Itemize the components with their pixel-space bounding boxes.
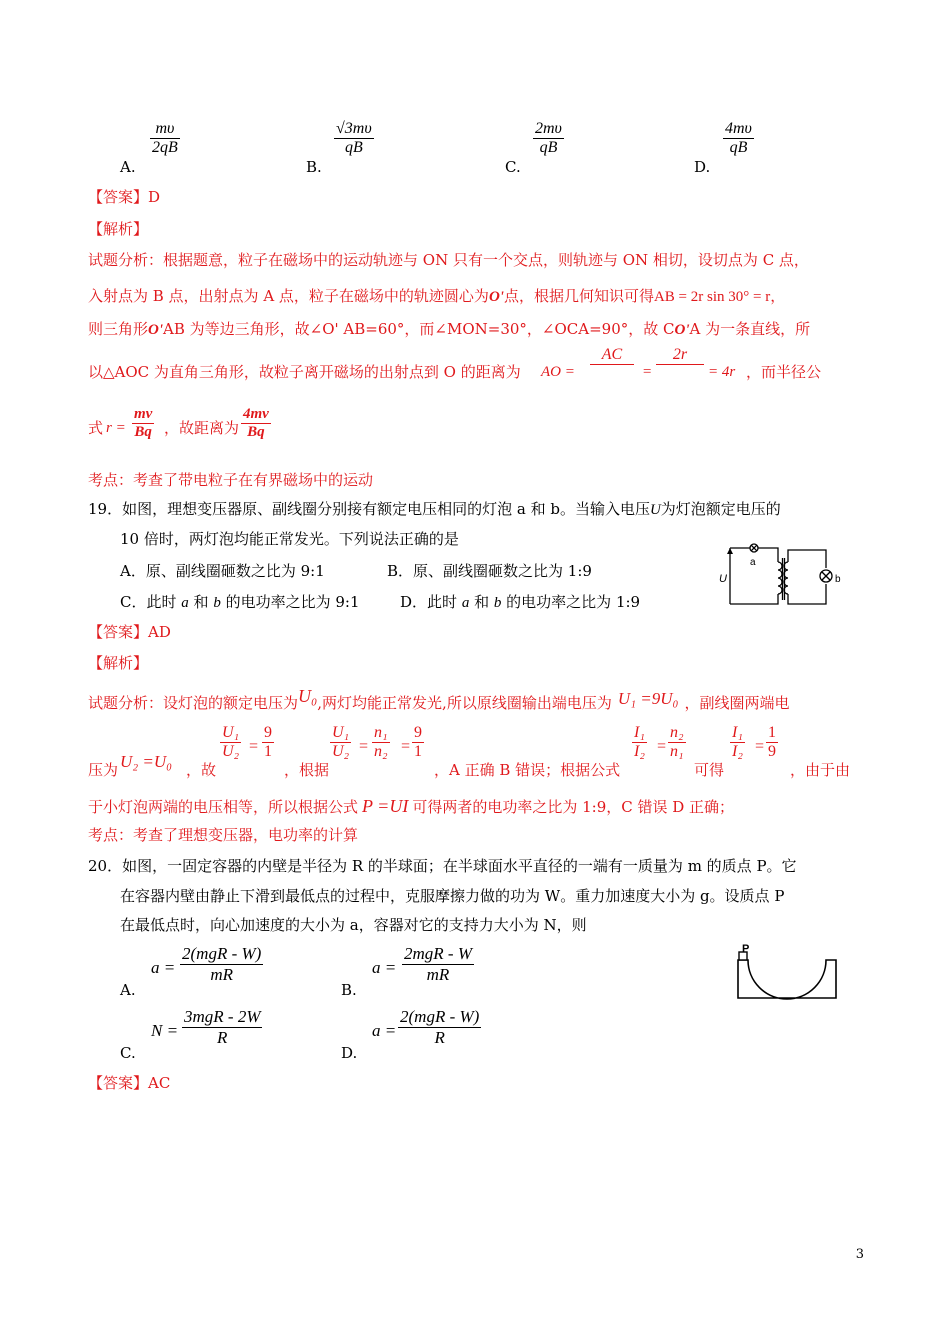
text-segment: 19．如图，理想变压器原、副线圈分别接有额定电压相同的灯泡 a 和 b。当输入电压 xyxy=(88,500,650,518)
fraction-denominator: n₂ xyxy=(374,743,388,760)
fraction-denominator: R xyxy=(398,1027,481,1048)
q18-ao-result: = 4r xyxy=(708,364,736,380)
page-number: 3 xyxy=(855,1247,864,1262)
fraction-numerator: n₁ xyxy=(374,724,388,741)
eq-sign: = xyxy=(656,738,667,755)
q18-analysis-tag: 【解析】 xyxy=(88,220,149,238)
text-segment: 为灯泡额定电压的 xyxy=(660,500,781,518)
math-o-prime: O' xyxy=(488,289,504,305)
q18-radius-fraction xyxy=(132,406,154,441)
q18-option-c-fraction xyxy=(533,120,564,157)
fraction-denominator: qB xyxy=(334,138,374,157)
q18-r-lhs: r = xyxy=(106,420,126,436)
q20-option-c-lhs: N = xyxy=(151,1021,179,1040)
q20-option-c-fraction xyxy=(182,1007,262,1048)
q19-turns-ratio-fraction xyxy=(372,724,390,761)
q20-stem-line-1: 20．如图，一固定容器的内壁是半径为 R 的半球面；在半球面水平直径的一端有一质量为 m 的质点 P。它 xyxy=(88,857,797,875)
q18-analysis-line-2 xyxy=(88,286,785,307)
fraction-denominator: qB xyxy=(723,138,754,157)
q19-option-b: B．原、副线圈砸数之比为 1:9 xyxy=(387,562,592,580)
text-segment: 于小灯泡两端的电压相等，所以根据公式 xyxy=(88,798,359,816)
label-a: a xyxy=(750,557,756,568)
math-u0: U₀ xyxy=(298,686,318,706)
math-b: b xyxy=(213,595,221,611)
q19-analysis-tag: 【解析】 xyxy=(88,654,149,672)
q19-turns-inverse-fraction xyxy=(668,724,686,761)
fraction-numerator: 4mυ xyxy=(725,120,752,137)
q18-analysis-line-5-mid: ，故距离为 xyxy=(164,419,240,437)
q20-option-a-label: A. xyxy=(120,981,136,999)
fraction-numerator: n₂ xyxy=(670,724,684,741)
fraction-denominator: mR xyxy=(180,964,263,985)
fraction-numerator: 2mgR - W xyxy=(404,944,472,963)
fraction-numerator: 4mv xyxy=(243,406,269,422)
q19-stem-line-1 xyxy=(88,499,781,520)
fraction-numerator: U₁ xyxy=(332,724,350,741)
fraction-numerator: 9 xyxy=(414,724,422,741)
math-o-prime: O' xyxy=(148,322,164,338)
q19-u2-equation: U₂ =U₀ xyxy=(120,752,173,771)
q19-option-d xyxy=(400,592,640,613)
fraction-denominator: qB xyxy=(533,138,564,157)
q18-ao-lhs: AO = xyxy=(541,364,575,380)
q19-kaodian: 考点：考查了理想变压器，电功率的计算 xyxy=(88,826,359,844)
math-power-formula: P =UI xyxy=(362,796,409,816)
text-segment: C．此时 xyxy=(120,593,177,611)
label-p: P xyxy=(742,943,750,955)
fraction-denominator: n₁ xyxy=(670,743,684,760)
fraction-numerator: 9 xyxy=(264,724,272,741)
fraction-numerator: 3mgR - 2W xyxy=(184,1007,261,1026)
q19-analysis-line-2-start: 压为 xyxy=(88,761,119,779)
q18-option-a-label: A. xyxy=(120,158,136,176)
text-segment: ， xyxy=(770,287,786,305)
q18-answer-tag: 【答案】D xyxy=(88,188,161,206)
q19-ratio-9-1-b xyxy=(412,724,424,761)
q20-option-d-label: D. xyxy=(341,1044,358,1062)
q18-option-b-fraction xyxy=(334,120,374,157)
fraction-numerator: mv xyxy=(134,406,153,422)
q19-current-ratio-fraction-2 xyxy=(730,724,745,761)
q19-u-ratio-fraction-2 xyxy=(330,724,351,761)
text-segment: 点，根据几何知识可得 xyxy=(503,287,654,305)
q20-option-d-fraction xyxy=(398,1007,481,1048)
math-u: U xyxy=(649,502,661,518)
math-a: a xyxy=(181,595,189,611)
q20-option-d-lhs: a = xyxy=(372,1021,397,1040)
fraction-denominator: U₂ xyxy=(332,743,350,760)
q20-stem-line-2: 在容器内壁由静止下滑到最低点的过程中，克服摩擦力做的功为 W。重力加速度大小为 g。设质点 P xyxy=(120,887,785,905)
fraction-denominator: 1 xyxy=(264,743,272,760)
q19-answer-tag: 【答案】AD xyxy=(88,623,171,641)
q18-kaodian: 考点：考查了带电粒子在有界磁场中的运动 xyxy=(88,471,374,489)
text-segment: ,两灯均能正常发光,所以原线圈输出端电压为 xyxy=(317,694,612,712)
fraction-numerator: √3mυ xyxy=(336,120,372,137)
fraction-denominator: Bq xyxy=(132,423,154,441)
fraction-numerator: 2r xyxy=(672,346,688,363)
q19-ratio-9-1 xyxy=(262,724,274,761)
fraction-denominator: 1 xyxy=(414,743,422,760)
eq-sign: = xyxy=(248,738,259,755)
q18-analysis-line-1: 试题分析：根据题意，粒子在磁场中的运动轨迹与 ON 只有一个交点，则轨迹与 ON 相切，设切点为 C 点， xyxy=(88,251,809,269)
q18-analysis-line-3 xyxy=(88,319,810,340)
fraction-denominator: mR xyxy=(402,964,474,985)
q18-option-c-label: C. xyxy=(505,158,521,176)
hemisphere-container-figure xyxy=(722,940,856,1008)
text-segment: ，副线圈两端电 xyxy=(684,694,790,712)
q19-analysis-line-3 xyxy=(88,796,734,817)
q19-option-c xyxy=(120,592,360,613)
fraction-denominator: I₂ xyxy=(732,743,743,760)
math-b: b xyxy=(493,595,502,611)
q19-voltage-ratio-fraction xyxy=(220,724,241,761)
fraction-denominator: I₂ xyxy=(634,743,645,760)
fraction-numerator: I₁ xyxy=(732,724,743,741)
q18-analysis-line-5-start: 式 xyxy=(88,419,104,437)
q19-text-gu: ，故 xyxy=(186,761,217,779)
q18-analysis-line-4-text: 以△AOC 为直角三角形，故粒子离开磁场的出射点到 O 的距离为 xyxy=(88,363,521,381)
container-outline xyxy=(738,960,836,999)
eq-sign: = xyxy=(400,738,411,755)
fraction-denominator: Bq xyxy=(241,423,271,441)
text-segment: A 为一条直线，所 xyxy=(689,320,811,338)
q19-ratio-1-9 xyxy=(766,724,778,761)
fraction-denominator: R xyxy=(182,1027,262,1048)
fraction-denominator: 9 xyxy=(768,743,776,760)
q20-option-b-lhs: a = xyxy=(372,958,397,977)
q20-option-b-fraction xyxy=(402,944,474,985)
math-ab-equation: AB = 2r sin 30° = r xyxy=(653,289,771,305)
q20-answer-tag: 【答案】AC xyxy=(88,1074,171,1092)
q18-option-b-label: B. xyxy=(306,158,322,176)
text-segment: 和 xyxy=(193,593,209,611)
text-segment: 的电功率之比为 9:1 xyxy=(225,593,360,611)
fraction-numerator: U₁ xyxy=(222,724,240,741)
q18-option-a-fraction xyxy=(150,120,180,157)
fraction-denominator xyxy=(656,364,704,379)
label-u: U xyxy=(719,573,727,585)
text-segment: 的电功率之比为 1:9 xyxy=(506,593,641,611)
fraction-denominator: 2qB xyxy=(152,139,178,156)
fraction-numerator: mυ xyxy=(155,120,175,137)
q20-option-a-fraction xyxy=(180,944,263,985)
text-segment: 试题分析：设灯泡的额定电压为 xyxy=(88,694,299,712)
q19-option-a: A．原、副线圈砸数之比为 9:1 xyxy=(120,562,325,580)
q18-option-d-fraction xyxy=(723,120,754,157)
math-o-prime: O' xyxy=(674,322,690,338)
q18-distance-fraction xyxy=(241,406,271,441)
q19-text-a-correct: ，A 正确 B 错误；根据公式 xyxy=(434,761,621,779)
label-b: b xyxy=(835,574,841,585)
q18-ao-fraction-2 xyxy=(656,346,704,379)
q20-option-b-label: B. xyxy=(341,981,357,999)
math-a: a xyxy=(461,595,470,611)
fraction-numerator: 2(mgR - W) xyxy=(182,944,262,963)
q19-text-youyu: ，由于由 xyxy=(790,761,851,779)
q19-analysis-line-1 xyxy=(88,686,790,713)
text-segment: 可得两者的电功率之比为 1:9，C 错误 D 正确； xyxy=(412,798,735,816)
fraction-numerator: AC xyxy=(601,346,623,363)
q18-ao-fraction-1 xyxy=(590,346,634,379)
text-segment: D．此时 xyxy=(400,593,458,611)
q18-analysis-line-4-end: ，而半径公 xyxy=(746,363,822,381)
primary-coil-icon xyxy=(778,562,782,594)
fraction-numerator: I₁ xyxy=(634,724,645,741)
eq-sign: = xyxy=(754,738,765,755)
q20-stem-line-3: 在最低点时，向心加速度的大小为 a，容器对它的支持力大小为 N，则 xyxy=(120,916,587,934)
text-segment: 则三角形 xyxy=(88,320,149,338)
text-segment: 入射点为 B 点，出射点为 A 点，粒子在磁场中的轨迹圆心为 xyxy=(88,287,489,305)
q19-text-kede: 可得 xyxy=(694,761,725,779)
fraction-numerator: 2(mgR - W) xyxy=(400,1007,480,1026)
eq-sign: = xyxy=(358,738,369,755)
q20-option-c-label: C. xyxy=(120,1044,136,1062)
q18-option-d-label: D. xyxy=(694,158,711,176)
q18-eq-sign: = xyxy=(642,364,653,380)
q20-option-a-lhs: a = xyxy=(151,958,176,977)
q19-current-ratio-fraction xyxy=(632,724,647,761)
text-segment: 和 xyxy=(474,593,490,611)
text-segment: AB 为等边三角形，故∠O' AB=60°，而∠MON=30°，∠OCA=90°，故 C xyxy=(163,320,675,338)
math-u1-equation: U₁ =9U₀ xyxy=(617,689,679,708)
q19-text-genju: ，根据 xyxy=(284,761,330,779)
fraction-numerator: 1 xyxy=(768,724,776,741)
fraction-numerator: 2mυ xyxy=(535,120,562,137)
fraction-denominator xyxy=(590,364,634,379)
transformer-circuit-figure xyxy=(716,542,850,612)
fraction-denominator: U₂ xyxy=(222,743,240,760)
q19-stem-line-2: 10 倍时，两灯泡均能正常发光。下列说法正确的是 xyxy=(120,530,459,548)
